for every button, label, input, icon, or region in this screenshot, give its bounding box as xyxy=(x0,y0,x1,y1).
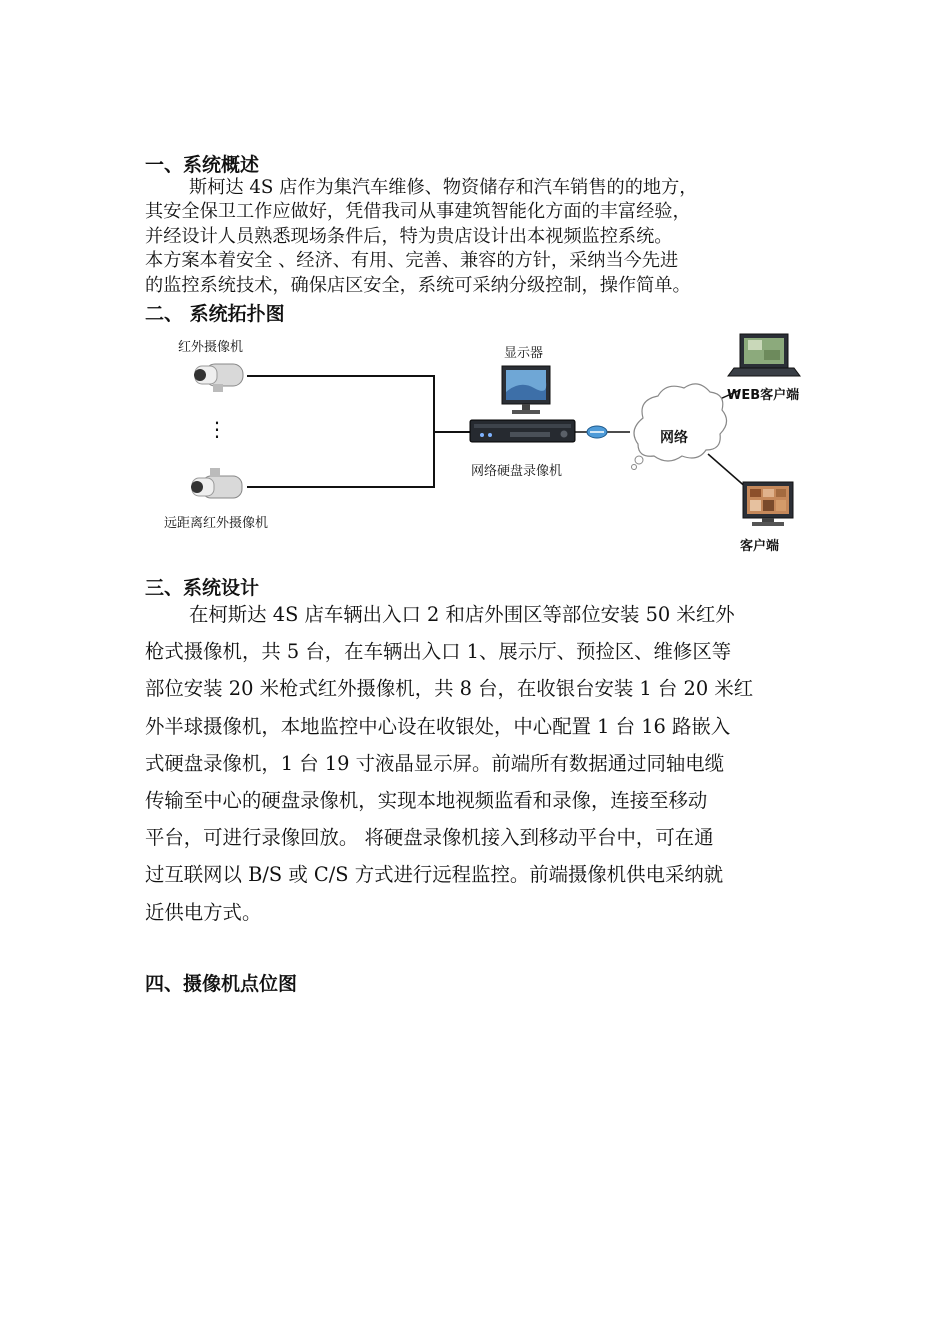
nvr-recorder-icon xyxy=(470,420,575,442)
paragraph-line: 本方案本着安全 、经济、有用、完善、兼容的方针，采纳当今先进 xyxy=(145,250,679,272)
section4-heading: 四、摄像机点位图 xyxy=(145,973,298,995)
laptop-icon xyxy=(728,334,800,376)
paragraph-line: 斯柯达 4S 店作为集汽车维修、物资储存和汽车销售的的地方， xyxy=(189,177,698,198)
network-cloud-icon xyxy=(634,384,727,461)
long-range-camera-label: 远距离红外摄像机 xyxy=(164,516,269,531)
monitor-icon xyxy=(502,366,550,414)
section1-heading: 一、系统概述 xyxy=(145,154,260,176)
ellipsis-indicator: ⋮ xyxy=(207,417,227,441)
long-range-ir-camera-icon xyxy=(191,468,242,498)
paragraph-line: 式硬盘录像机，1 台 19 寸液晶显示屏。前端所有数据通过同轴电缆 xyxy=(145,751,725,775)
paragraph-line: 外半球摄像机，本地监控中心设在收银处，中心配置 1 台 16 路嵌入 xyxy=(145,714,731,738)
network-label: 网络 xyxy=(660,430,688,446)
ir-camera-icon xyxy=(194,364,243,392)
paragraph-line: 传输至中心的硬盘录像机，实现本地视频监看和录像，连接至移动 xyxy=(145,789,708,813)
paragraph-line: 其安全保卫工作应做好，凭借我司从事建筑智能化方面的丰富经验， xyxy=(145,201,691,223)
client-label: 客户端 xyxy=(740,539,780,554)
section1-paragraph xyxy=(145,176,825,298)
monitor-label: 显示器 xyxy=(504,346,544,361)
section2-heading: 二、 系统拓扑图 xyxy=(145,303,285,325)
paragraph-line: 在柯斯达 4S 店车辆出入口 2 和店外围区等部位安装 50 米红外 xyxy=(189,603,735,626)
paragraph-line: 枪式摄像机，共 5 台，在车辆出入口 1、展示厅、预捡区、维修区等 xyxy=(145,640,732,664)
paragraph-line: 过互联网以 B/S 或 C/S 方式进行远程监控。前端摄像机供电采纳就 xyxy=(145,863,724,887)
router-icon xyxy=(587,426,607,438)
web-client-label: WEB客户端 xyxy=(727,388,800,403)
ir-camera-label: 红外摄像机 xyxy=(178,340,244,355)
nvr-label: 网络硬盘录像机 xyxy=(471,464,563,479)
paragraph-line: 平台，可进行录像回放。 将硬盘录像机接入到移动平台中，可在通 xyxy=(145,826,714,850)
section3-paragraph xyxy=(145,596,825,931)
topology-diagram xyxy=(150,326,820,560)
client-monitor-icon xyxy=(743,482,793,526)
paragraph-line: 部位安装 20 米枪式红外摄像机，共 8 台，在收银台安装 1 台 20 米红 xyxy=(145,677,754,701)
paragraph-line: 并经设计人员熟悉现场条件后，特为贵店设计出本视频监控系统。 xyxy=(145,225,673,247)
paragraph-line: 的监控系统技术，确保店区安全，系统可采纳分级控制，操作简单。 xyxy=(145,274,691,296)
paragraph-line: 近供电方式。 xyxy=(145,900,262,924)
section3-heading: 三、系统设计 xyxy=(145,577,260,599)
wire-cloud-client xyxy=(708,454,748,489)
